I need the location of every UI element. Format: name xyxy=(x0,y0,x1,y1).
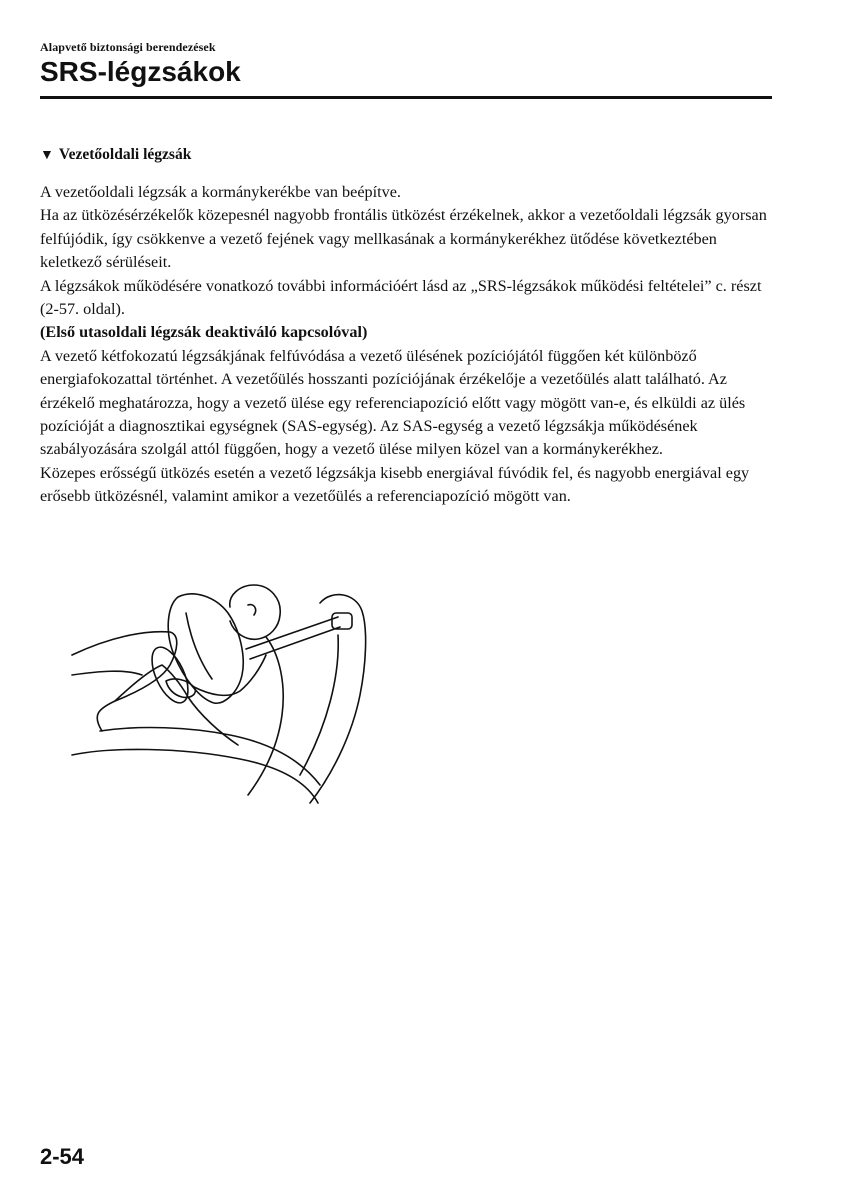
paragraph-deployment: Ha az ütközésérzékelők közepesnél nagyobb frontális ütközést érzékelnek, akkor a vezetőoldali légzsák gyorsan felfújódik, így csökkenve a vezető fejének vagy mellkasának a kormánykerékhez ütődése következtében keletkező sérüléseit. xyxy=(40,206,767,272)
steering-wheel xyxy=(145,642,196,708)
subsection-heading xyxy=(40,146,191,164)
title-divider xyxy=(40,96,772,99)
driver-hand xyxy=(166,679,195,697)
triangle-down-icon: ▼ xyxy=(40,148,54,163)
paragraph-dual-stage: A vezető kétfokozatú légzsákjának felfúvódása a vezető ülésének pozíciójától függően két különböző energiafokozattal történhet. A vezetőülés hosszanti pozíciójának érzékelője a vezetőülés alatt található. Az érzékelő meghatározza, hogy a vezető ülése egy referenciapozíció előtt vagy mögött van-e, és elküldi az ülés pozícióját a diagnosztikai egységnek (SAS-egység). Az SAS-egység a vezető légzsákja működésének szabályozására szolgál attól függően, hogy a vezető ülése milyen közel van a kormánykerékhez. xyxy=(40,346,746,459)
dashboard-lower xyxy=(72,671,142,675)
paragraph-variant-heading: (Első utasoldali légzsák deaktiváló kapcsolóval) xyxy=(40,323,368,342)
page-number: 2-54 xyxy=(40,1144,85,1169)
driver-airbag-illustration xyxy=(70,575,390,805)
paragraph-location: A vezetőoldali légzsák a kormánykerékbe van beépítve. xyxy=(40,183,401,201)
subsection-heading-text: Vezetőoldali légzsák xyxy=(58,146,192,163)
driver-back xyxy=(188,697,238,745)
section-label: Alapvető biztonsági berendezések xyxy=(40,40,216,54)
airbag-cushion xyxy=(168,594,243,703)
seat-cushion xyxy=(72,749,318,803)
seat-back-inner xyxy=(300,635,338,775)
belt-anchor xyxy=(332,613,352,629)
paragraph-energy-levels: Közepes erősségű ütközés esetén a vezető légzsákja kisebb energiával fúvódik fel, és nagyobb energiával egy erősebb ütközésnél, valamint amikor a vezetőülés a referenciapozíció mögött van. xyxy=(40,463,750,506)
driver-ear xyxy=(248,605,256,615)
seat-back xyxy=(310,595,366,803)
driver-arm xyxy=(194,655,266,695)
body-text xyxy=(40,181,772,509)
paragraph-reference: A légzsákok működésére vonatkozó további információért lásd az „SRS-légzsákok működési feltételei” c. részt (2-57. oldal). xyxy=(40,276,762,319)
driver-lap xyxy=(100,728,320,785)
driver-torso xyxy=(248,637,283,795)
airbag-fold xyxy=(186,613,212,679)
page-title: SRS-légzsákok xyxy=(40,56,241,87)
